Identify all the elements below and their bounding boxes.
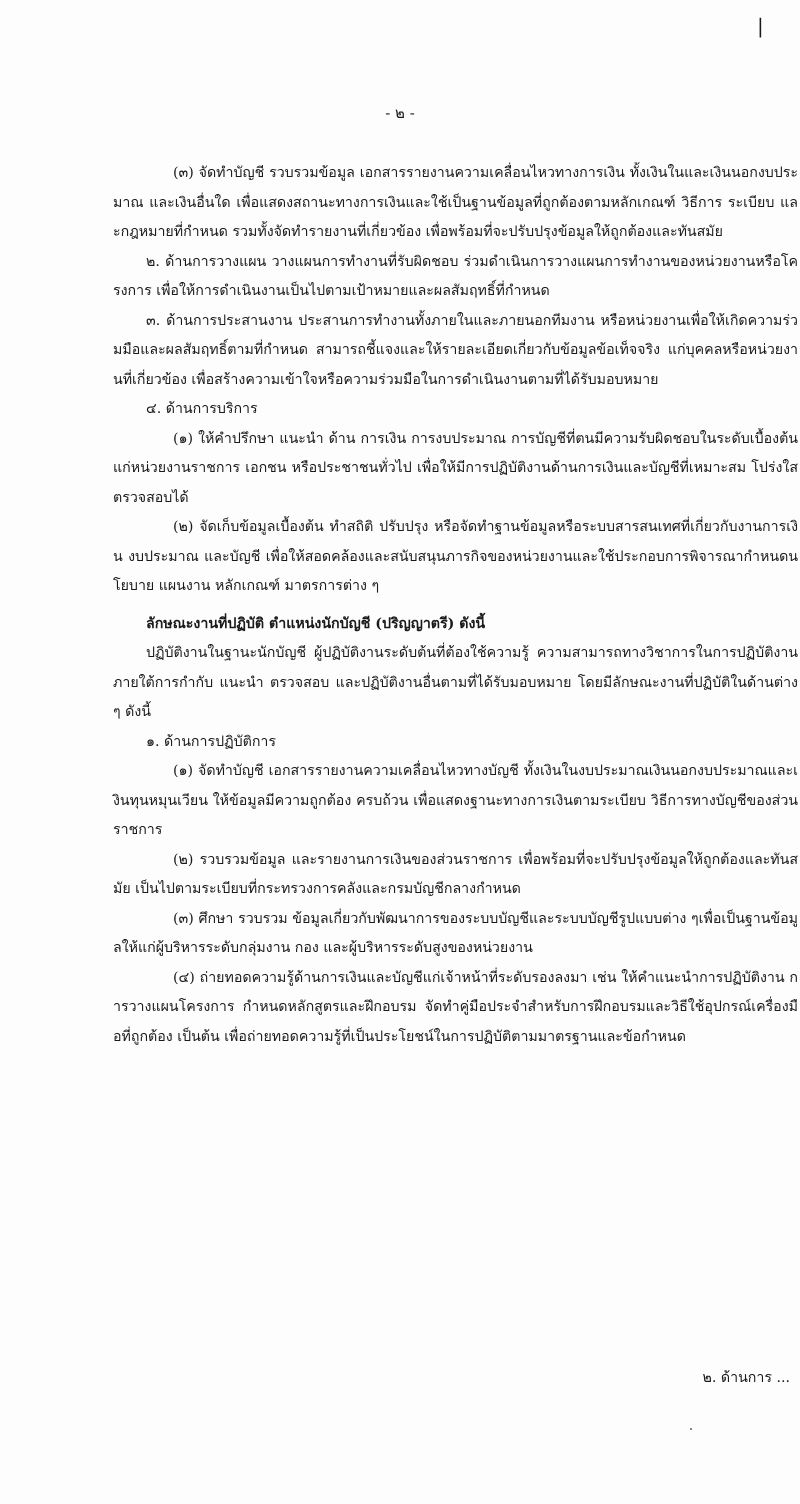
paragraph-planning: ๒. ด้านการวางแผน วางแผนการทำงานที่รับผิดชอบ ร่วมดำเนินการวางแผนการทำงานของหน่วยงานหรือโครงการ เพื่อให้การดำเนินงานเป็นไปตามเป้าหมายและผลสัมฤทธิ์ที่กำหนด <box>113 253 798 299</box>
paragraph-operations-heading: ๑. ด้านการปฏิบัติการ <box>146 733 277 750</box>
paragraph-service-data: (๒) จัดเก็บข้อมูลเบื้องต้น ทำสถิติ ปรับปรุง หรือจัดทำฐานข้อมูลหรือระบบสารสนเทศที่เกี่ยวกับงานการเงิน งบประมาณ และบัญชี เพื่อให้สอดคล้องและสนับสนุนภารกิจของหน่วยงานและใช้ประกอบการพิจารณากำหนดนโยบาย แผนงาน หลักเกณฑ์ มาตรการต่าง ๆ <box>113 519 798 594</box>
continuation-note: ๒. ด้านการ ... <box>702 1370 790 1386</box>
corner-mark: | <box>757 14 764 38</box>
paragraph-accounting-records: (๓) จัดทำบัญชี รวบรวมข้อมูล เอกสารรายงานความเคลื่อนไหวทางการเงิน ทั้งเงินในและเงินนอกงบประมาณ และเงินอื่นใด เพื่อแสดงสถานะทางการเงินและใช้เป็นฐานข้อมูลที่ถูกต้องตามหลักเกณฑ์ วิธีการ ระเบียบ และกฎหมายที่กำหนด รวมทั้งจัดทำรายงานที่เกี่ยวข้อง เพื่อพร้อมที่จะปรับปรุงข้อมูลให้ถูกต้องและทันสมัย <box>113 165 798 240</box>
paragraph-job-description: ปฏิบัติงานในฐานะนักบัญชี ผู้ปฏิบัติงานระดับต้นที่ต้องใช้ความรู้ ความสามารถทางวิชาการในการปฏิบัติงานภายใต้การกำกับ แนะนำ ตรวจสอบ และปฏิบัติงานอื่นตามที่ได้รับมอบหมาย โดยมีลักษณะงานที่ปฏิบัติในด้านต่าง ๆ ดังนี้ <box>113 645 798 720</box>
paragraph-operations-2: (๒) รวบรวมข้อมูล และรายงานการเงินของส่วนราชการ เพื่อพร้อมที่จะปรับปรุงข้อมูลให้ถูกต้องและทันสมัย เป็นไปตามระเบียบที่กระทรวงการคลังและกรมบัญชีกลางกำหนด <box>113 851 798 897</box>
paragraph-operations-1: (๑) จัดทำบัญชี เอกสารรายงานความเคลื่อนไหวทางบัญชี ทั้งเงินในงบประมาณเงินนอกงบประมาณและเงินทุนหมุนเวียน ให้ข้อมูลมีความถูกต้อง ครบถ้วน เพื่อแสดงฐานะทางการเงินตามระเบียบ วิธีการทางบัญชีของส่วนราชการ <box>113 763 798 838</box>
scan-speck <box>690 1428 692 1430</box>
paragraph-service-heading: ๔. ด้านการบริการ <box>146 401 258 417</box>
section-heading: ลักษณะงานที่ปฏิบัติ ตำแหน่งนักบัญชี (ปริญญาตรี) ดังนี้ <box>146 615 486 632</box>
page-number: - ๒ - <box>385 104 415 122</box>
document-body <box>113 159 798 1052</box>
paragraph-operations-4: (๔) ถ่ายทอดความรู้ด้านการเงินและบัญชีแก่เจ้าหน้าที่ระดับรองลงมา เช่น ให้คำแนะนำการปฏิบัติงาน การวางแผนโครงการ กำหนดหลักสูตรและฝึกอบรม จัดทำคู่มือประจำสำหรับการฝึกอบรมและวิธีใช้อุปกรณ์เครื่องมือที่ถูกต้อง เป็นต้น เพื่อถ่ายทอดความรู้ที่เป็นประโยชน์ในการปฏิบัติตามมาตรฐานและข้อกำหนด <box>113 969 798 1045</box>
paragraph-service-advice: (๑) ให้คำปรึกษา แนะนำ ด้าน การเงิน การงบประมาณ การบัญชีที่ตนมีความรับผิดชอบในระดับเบื้องต้นแก่หน่วยงานราชการ เอกชน หรือประชาชนทั่วไป เพื่อให้มีการปฏิบัติงานด้านการเงินและบัญชีที่เหมาะสม โปร่งใส ตรวจสอบได้ <box>113 430 798 506</box>
paragraph-coordination: ๓. ด้านการประสานงาน ประสานการทำงานทั้งภายในและภายนอกทีมงาน หรือหน่วยงานเพื่อให้เกิดความร่วมมือและผลสัมฤทธิ์ตามที่กำหนด สามารถชี้แจงและให้รายละเอียดเกี่ยวกับข้อมูลข้อเท็จจริง แก่บุคคลหรือหน่วยงานที่เกี่ยวข้อง เพื่อสร้างความเข้าใจหรือความร่วมมือในการดำเนินงานตามที่ได้รับมอบหมาย <box>113 312 798 388</box>
paragraph-operations-3: (๓) ศึกษา รวบรวม ข้อมูลเกี่ยวกับพัฒนาการของระบบบัญชีและระบบบัญชีรูปแบบต่าง ๆเพื่อเป็นฐานข้อมูลให้แก่ผู้บริหารระดับกลุ่มงาน กอง และผู้บริหารระดับสูงของหน่วยงาน <box>113 910 798 956</box>
